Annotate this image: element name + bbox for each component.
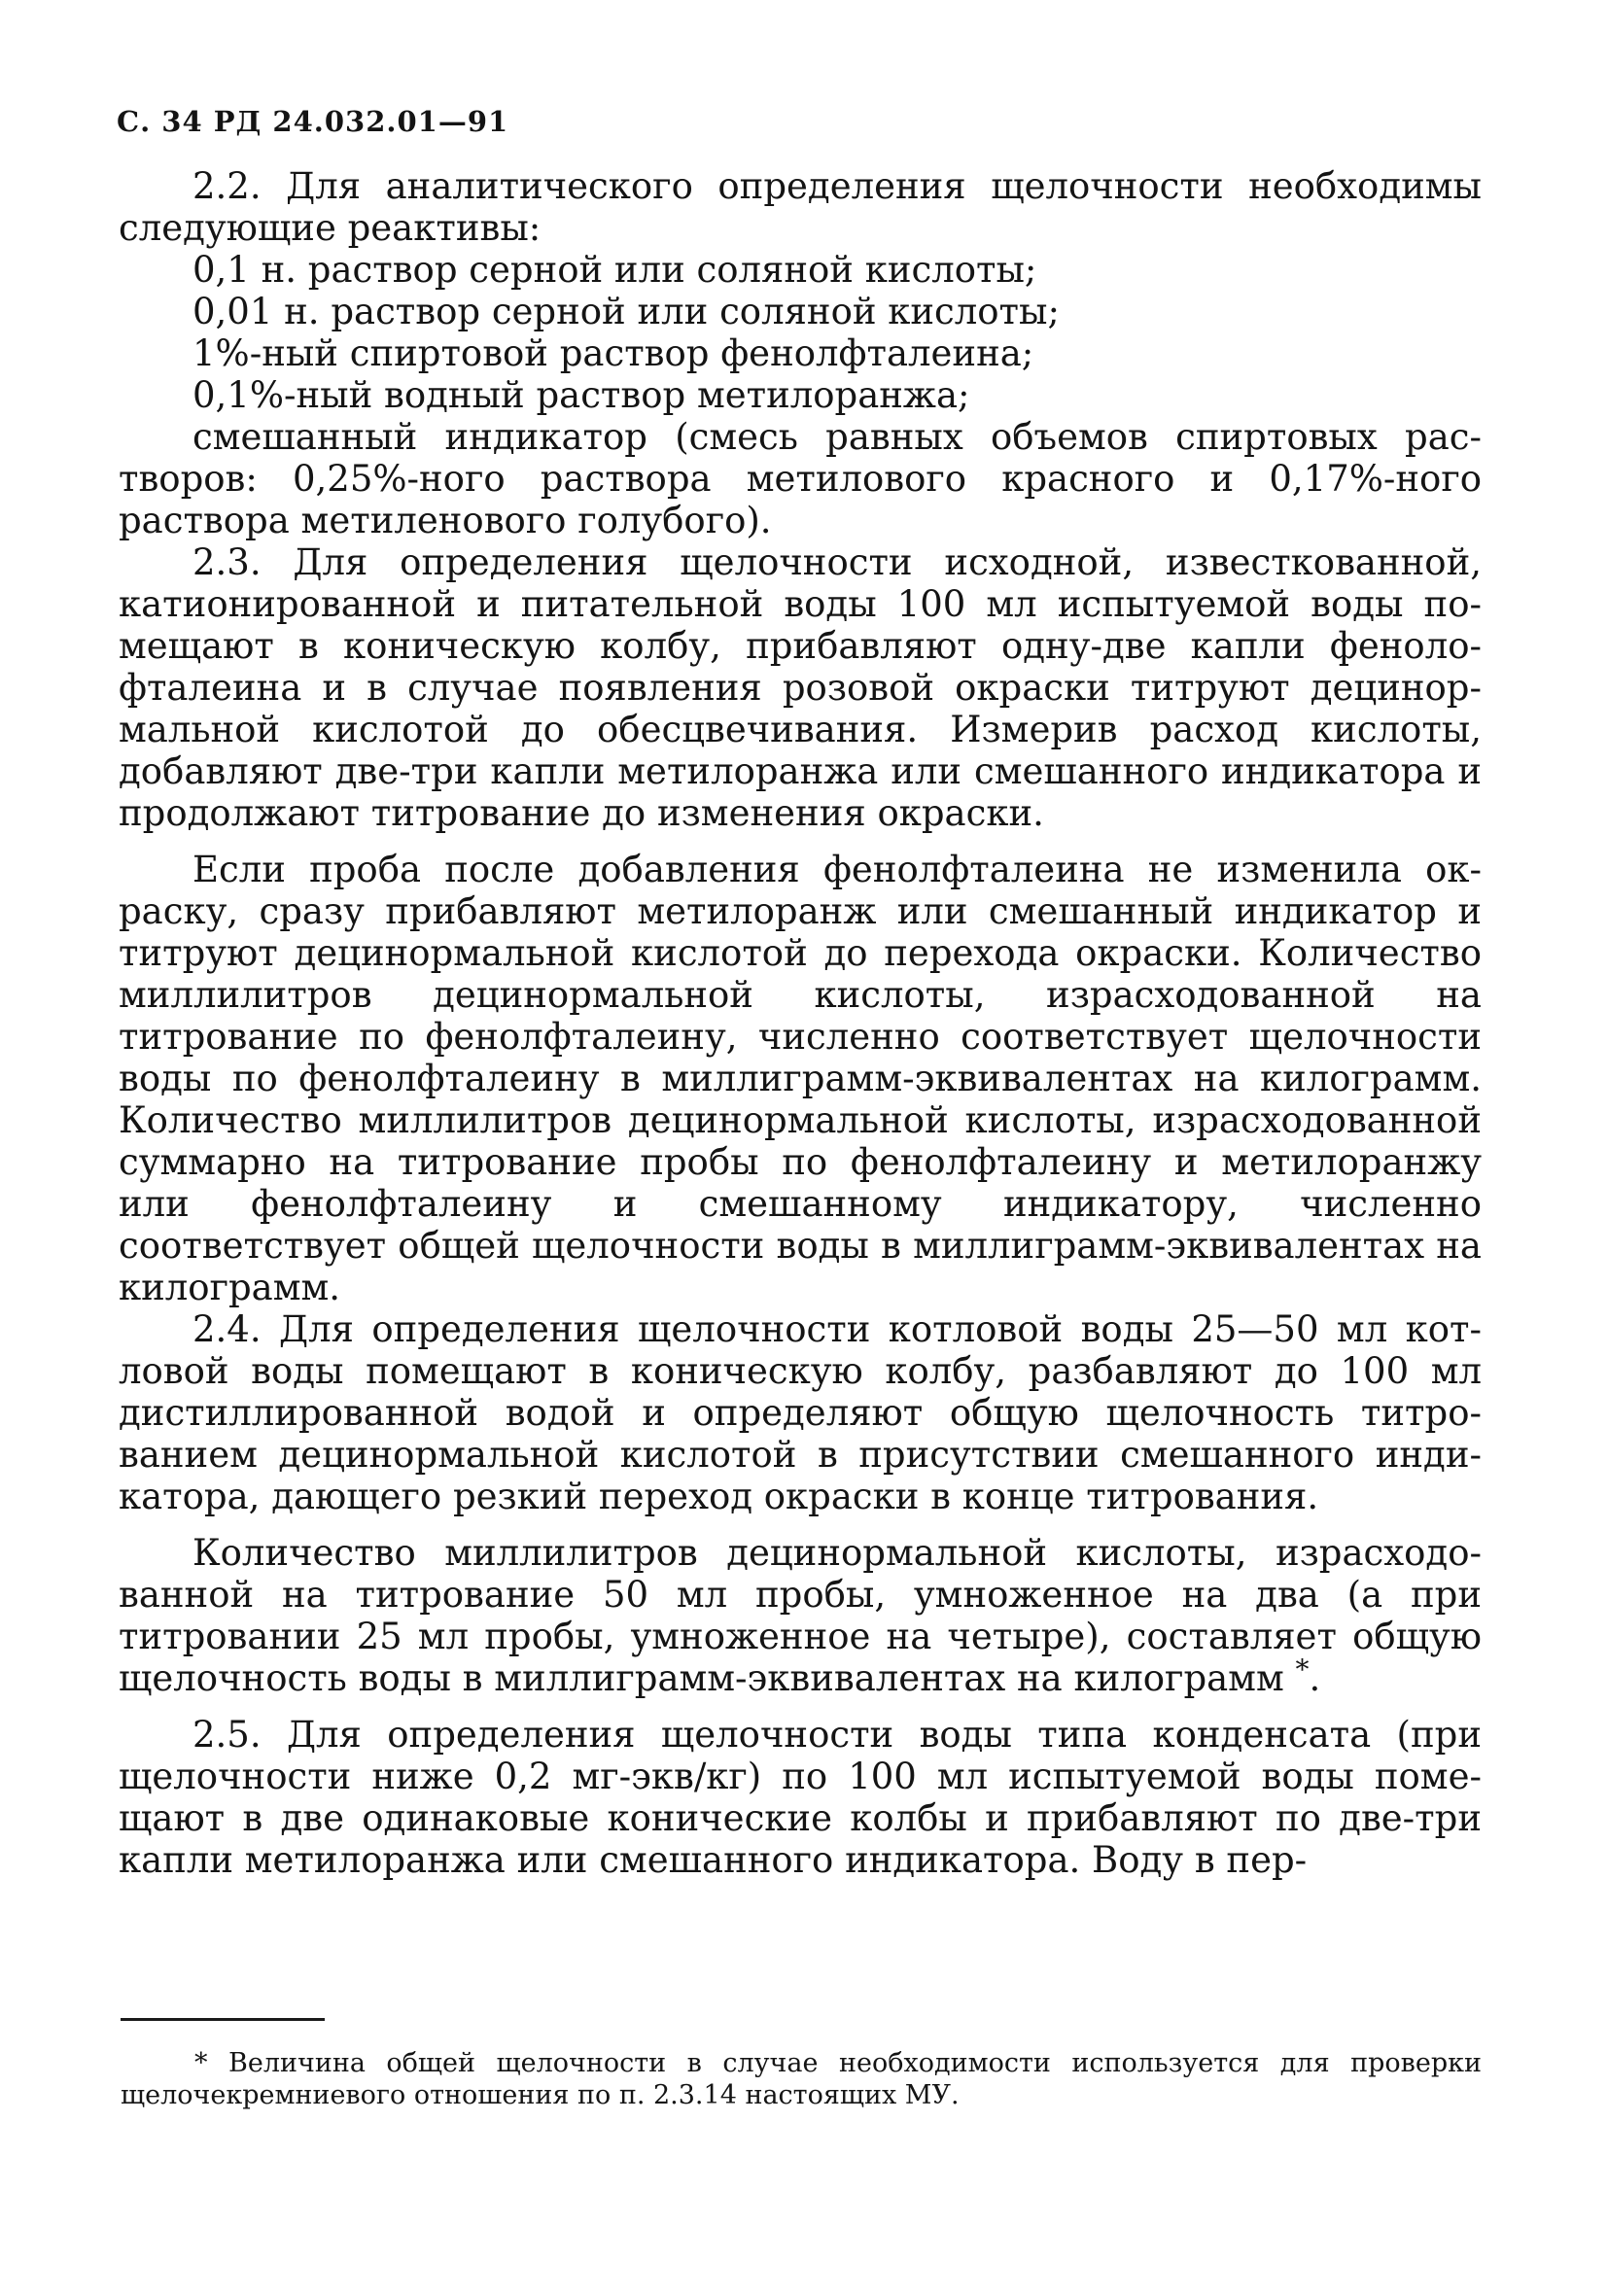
paragraph-text: Количество миллилитров децинормальной кислоты, израсходованной на титрование 50 мл пробы, умноженное на два (а при титровании 25 мл пробы, умноженное на четыре), составляет общую щелочность воды в миллиграмм-эквивалентах на килограмм *.	[119, 1532, 1482, 1699]
reagent-item: 1%-ный спиртовой раствор фенолфталеина;	[192, 332, 1034, 374]
paragraph-2-4: 2.4. Для определения щелочности котловой воды 25—50 мл котловой воды помещают в коническую колбу, разбавляют до 100 мл дистиллированной водой и определяют общую щелочность титрованием децинормальной кислотой в присутствии смешанного индикатора, дающего резкий переход окраски в конце титрования.	[119, 1308, 1482, 1517]
paragraph-text: Если проба после добавления фенолфталеина не изменила окраску, сразу прибавляют метилоранж или смешанный индикатор и титруют децинормальной кислотой до перехода окраски. Количество миллилитров децинормальной кислоты, израсходованной на титрование по фенолфталеину, численно соответствует щелочности воды по фенолфталеину в миллиграмм-эквивалентах на килограмм. Количество миллилитров децинормальной кислоты, израсходованной суммарно на титрование пробы по фенолфталеину и метилоранжу или фенолфталеину и смешанному индикатору, численно соответствует общей щелочности воды в миллиграмм-эквивалентах на килограмм.	[119, 849, 1482, 1308]
footnote-divider	[121, 2018, 325, 2021]
paragraph-text-content: Количество миллилитров децинормальной кислоты, израсходованной на титрование 50 мл пробы, умноженное на два (а при титровании 25 мл пробы, умноженное на четыре), составляет общую щелочность воды в миллиграмм-эквивалентах на килограмм	[119, 1532, 1482, 1699]
reagent-item: 0,1%-ный водный раствор метилоранжа;	[192, 374, 970, 416]
reagent-item: смешанный индикатор (смесь равных объемов спиртовых растворов: 0,25%-ного раствора метилового красного и 0,17%-ного раствора метиленового голубого).	[119, 416, 1482, 541]
footnote-text: * Величина общей щелочности в случае необходимости используется для проверки щелочекремниевого отношения по п. 2.3.14 настоящих МУ.	[121, 2048, 1482, 2110]
paragraph-2-2: 2.2. Для аналитического определения щелочности необходимы следующие реактивы:	[119, 165, 1482, 249]
reagent-item: 0,01 н. раствор серной или соляной кислоты;	[192, 291, 1060, 332]
reagent-item: 0,1 н. раствор серной или соляной кислоты;	[192, 249, 1037, 291]
document-body	[119, 165, 1482, 1881]
page-header: С. 34 РД 24.032.01—91	[117, 105, 509, 138]
paragraph-2-5: 2.5. Для определения щелочности воды типа конденсата (при щелочности ниже 0,2 мг-экв/кг) по 100 мл испытуемой воды помещают в две одинаковые конические колбы и прибавляют по две-три капли метилоранжа или смешанного индикатора. Воду в пер-	[119, 1714, 1482, 1881]
footnote-marker: *	[1295, 1653, 1310, 1686]
footnote	[121, 2047, 1482, 2111]
paragraph-2-3: 2.3. Для определения щелочности исходной, известкованной, катионированной и питательной воды 100 мл испытуемой воды помещают в коническую колбу, прибавляют одну-две капли фенолофталеина и в случае появления розовой окраски титруют децинормальной кислотой до обесцвечивания. Измерив расход кислоты, добавляют две-три капли метилоранжа или смешанного индикатора и продолжают титрование до изменения окраски.	[119, 541, 1482, 834]
